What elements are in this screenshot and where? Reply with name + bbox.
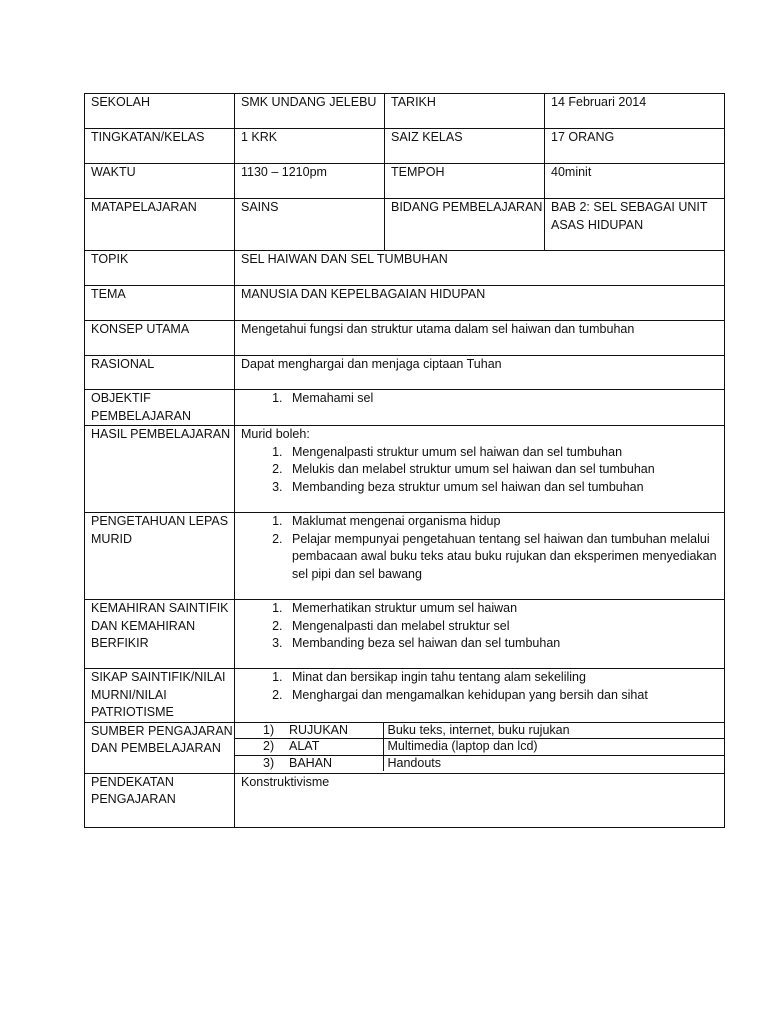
value-saiz-kelas: 17 ORANG <box>545 129 725 164</box>
value-hasil <box>235 426 725 513</box>
value-pengetahuan <box>235 513 725 600</box>
label-sumber: SUMBER PENGAJARAN DAN PEMBELAJARAN <box>85 722 235 773</box>
sumber-row <box>235 755 724 771</box>
row-rasional <box>85 356 725 390</box>
sikap-list <box>241 669 724 704</box>
sumber-number: 2) <box>263 739 275 753</box>
label-sikap: SIKAP SAINTIFIK/NILAI MURNI/NILAI PATRIOTISME <box>85 669 235 723</box>
value-topik: SEL HAIWAN DAN SEL TUMBUHAN <box>235 251 725 286</box>
kemahiran-list <box>241 600 724 653</box>
value-pendekatan: Konstruktivisme <box>235 773 725 827</box>
pengetahuan-list <box>241 513 724 583</box>
row-tingkatan <box>85 129 725 164</box>
label-waktu: WAKTU <box>85 164 235 199</box>
row-konsep <box>85 321 725 356</box>
value-kemahiran <box>235 600 725 669</box>
objektif-list <box>241 390 724 408</box>
value-sekolah: SMK UNDANG JELEBU <box>235 94 385 129</box>
row-pengetahuan <box>85 513 725 600</box>
list-item: 2. Menghargai dan mengamalkan kehidupan yang bersih dan sihat <box>286 687 724 705</box>
sumber-desc: Handouts <box>383 755 724 771</box>
sumber-number: 1) <box>263 722 275 737</box>
label-pengetahuan: PENGETAHUAN LEPAS MURID <box>85 513 235 600</box>
hasil-list <box>241 444 724 497</box>
sumber-row <box>235 723 724 739</box>
list-item: 2. Mengenalpasti dan melabel struktur sel <box>286 618 724 636</box>
label-bidang: BIDANG PEMBELAJARAN <box>385 199 545 251</box>
label-topik: TOPIK <box>85 251 235 286</box>
sumber-name: ALAT <box>289 739 320 753</box>
row-hasil <box>85 426 725 513</box>
row-sikap <box>85 669 725 723</box>
row-topik <box>85 251 725 286</box>
sumber-subtable <box>235 723 724 772</box>
sumber-row <box>235 739 724 756</box>
label-tarikh: TARIKH <box>385 94 545 129</box>
value-objektif <box>235 390 725 426</box>
row-kemahiran <box>85 600 725 669</box>
value-tema: MANUSIA DAN KEPELBAGAIAN HIDUPAN <box>235 286 725 321</box>
label-tingkatan: TINGKATAN/KELAS <box>85 129 235 164</box>
label-konsep: KONSEP UTAMA <box>85 321 235 356</box>
label-kemahiran: KEMAHIRAN SAINTIFIK DAN KEMAHIRAN BERFIKIR <box>85 600 235 669</box>
label-rasional: RASIONAL <box>85 356 235 390</box>
value-tempoh: 40minit <box>545 164 725 199</box>
value-bidang: BAB 2: SEL SEBAGAI UNIT ASAS HIDUPAN <box>545 199 725 251</box>
label-tema: TEMA <box>85 286 235 321</box>
row-pendekatan <box>85 773 725 827</box>
value-matapelajaran: SAINS <box>235 199 385 251</box>
label-matapelajaran: MATAPELAJARAN <box>85 199 235 251</box>
row-waktu <box>85 164 725 199</box>
row-matapelajaran <box>85 199 725 251</box>
list-item: 1. Maklumat mengenai organisma hidup <box>286 513 724 531</box>
list-item: 1. Minat dan bersikap ingin tahu tentang alam sekeliling <box>286 669 724 687</box>
list-item: 1. Memahami sel <box>286 390 724 408</box>
sumber-name: BAHAN <box>289 755 333 770</box>
value-tingkatan: 1 KRK <box>235 129 385 164</box>
list-item: 1. Mengenalpasti struktur umum sel haiwan dan sel tumbuhan <box>286 444 724 462</box>
list-item: 2. Pelajar mempunyai pengetahuan tentang sel haiwan dan tumbuhan melalui pembacaan awal buku teks atau buku rujukan dan eksperimen menyediakan sel pipi dan sel bawang <box>286 531 724 584</box>
sumber-number: 3) <box>263 755 275 770</box>
lesson-plan-table <box>84 93 725 828</box>
sumber-desc: Buku teks, internet, buku rujukan <box>383 723 724 739</box>
label-sekolah: SEKOLAH <box>85 94 235 129</box>
label-hasil: HASIL PEMBELAJARAN <box>85 426 235 513</box>
label-pendekatan: PENDEKATAN PENGAJARAN <box>85 773 235 827</box>
list-item: 3. Membanding beza sel haiwan dan sel tumbuhan <box>286 635 724 653</box>
value-konsep: Mengetahui fungsi dan struktur utama dalam sel haiwan dan tumbuhan <box>235 321 725 356</box>
value-sumber <box>235 722 725 773</box>
row-sumber <box>85 722 725 773</box>
hasil-intro: Murid boleh: <box>241 427 310 441</box>
value-sikap <box>235 669 725 723</box>
row-objektif <box>85 390 725 426</box>
row-tema <box>85 286 725 321</box>
value-rasional: Dapat menghargai dan menjaga ciptaan Tuhan <box>235 356 725 390</box>
sumber-name: RUJUKAN <box>289 722 349 737</box>
value-tarikh: 14 Februari 2014 <box>545 94 725 129</box>
sumber-desc: Multimedia (laptop dan lcd) <box>383 739 724 756</box>
value-waktu: 1130 – 1210pm <box>235 164 385 199</box>
list-item: 3. Membanding beza struktur umum sel haiwan dan sel tumbuhan <box>286 479 724 497</box>
list-item: 2. Melukis dan melabel struktur umum sel haiwan dan sel tumbuhan <box>286 461 724 479</box>
label-tempoh: TEMPOH <box>385 164 545 199</box>
lesson-plan-document <box>84 93 724 828</box>
label-objektif: OBJEKTIF PEMBELAJARAN <box>85 390 235 426</box>
label-saiz-kelas: SAIZ KELAS <box>385 129 545 164</box>
list-item: 1. Memerhatikan struktur umum sel haiwan <box>286 600 724 618</box>
row-sekolah <box>85 94 725 129</box>
